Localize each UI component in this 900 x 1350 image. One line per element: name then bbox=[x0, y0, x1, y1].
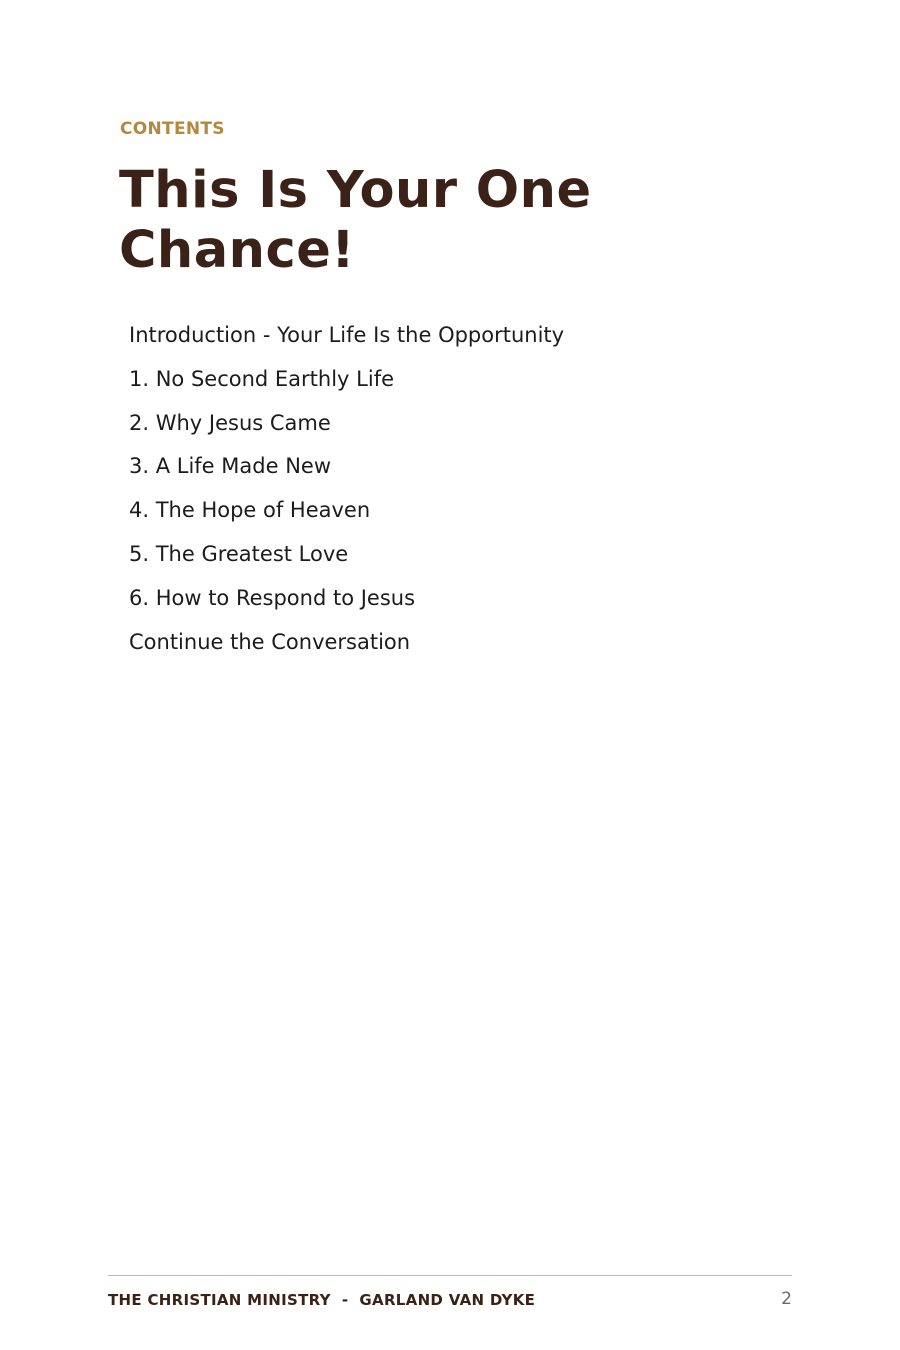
section-eyebrow: CONTENTS bbox=[120, 119, 225, 139]
toc-item-chapter-6[interactable]: 6. How to Respond to Jesus bbox=[129, 585, 416, 610]
page-number: 2 bbox=[781, 1289, 792, 1309]
toc-item-chapter-3[interactable]: 3. A Life Made New bbox=[129, 454, 331, 479]
table-of-contents bbox=[129, 320, 564, 670]
footer-divider bbox=[108, 1275, 792, 1276]
toc-item-chapter-5[interactable]: 5. The Greatest Love bbox=[129, 541, 349, 566]
toc-item-chapter-4[interactable]: 4. The Hope of Heaven bbox=[129, 498, 371, 523]
toc-item-chapter-2[interactable]: 2. Why Jesus Came bbox=[129, 410, 331, 435]
footer-running-title: THE CHRISTIAN MINISTRY - GARLAND VAN DYKE bbox=[108, 1291, 536, 1309]
toc-item-continue[interactable]: Continue the Conversation bbox=[129, 629, 411, 654]
page-title: This Is Your One Chance! bbox=[119, 161, 592, 280]
toc-item-introduction[interactable]: Introduction - Your Life Is the Opportunity bbox=[129, 323, 565, 347]
toc-item-chapter-1[interactable]: 1. No Second Earthly Life bbox=[129, 366, 395, 391]
